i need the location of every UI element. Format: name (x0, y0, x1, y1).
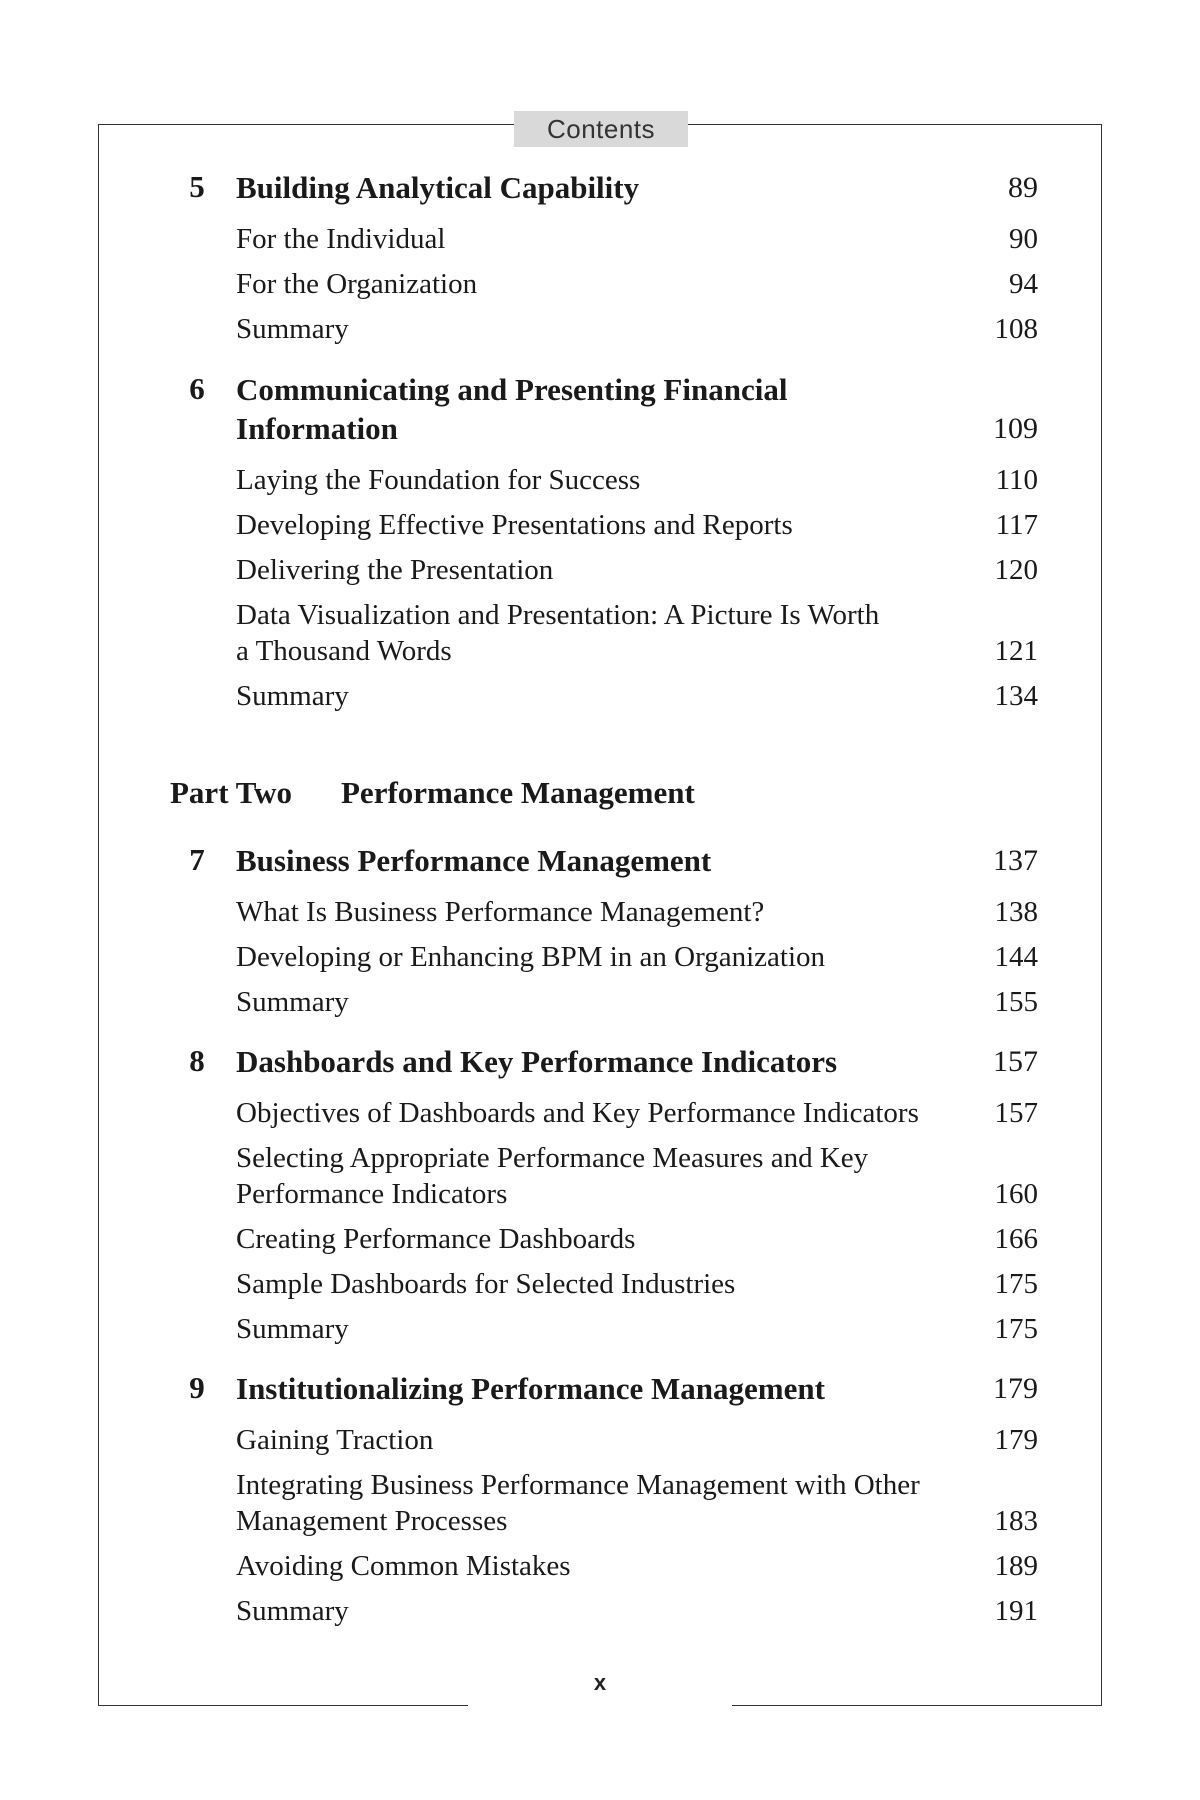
toc-entry[interactable] (236, 894, 1036, 930)
chapter-number: 6 (189, 371, 205, 406)
chapter-title-text: Building Analytical Capability (236, 170, 640, 205)
entry-title: Developing Effective Presentations and Reports (236, 509, 793, 541)
entry-title: For the Organization (236, 268, 478, 300)
entry-page-number: 183 (994, 1505, 1038, 1537)
chapter-title-line: Information (236, 411, 398, 446)
toc-entry[interactable] (236, 597, 1036, 669)
toc-entry[interactable] (236, 552, 1036, 588)
entry-title: Delivering the Presentation (236, 554, 554, 586)
toc-entry[interactable] (236, 1467, 1036, 1539)
entry-page-number: 144 (994, 941, 1038, 973)
entry-title-line: a Thousand Words (236, 635, 452, 667)
toc-entry[interactable] (236, 939, 1036, 975)
toc-entry[interactable] (236, 678, 1036, 714)
toc-entry[interactable] (236, 1266, 1036, 1302)
entry-title: Laying the Foundation for Success (236, 464, 641, 496)
entry-title: Gaining Traction (236, 1424, 434, 1456)
entry-page-number: 94 (1009, 268, 1038, 300)
entry-title-line: Management Processes (236, 1505, 508, 1537)
entry-title: Developing or Enhancing BPM in an Organization (236, 941, 826, 973)
entry-title: Summary (236, 1595, 349, 1627)
entry-page-number: 166 (994, 1223, 1038, 1255)
entry-page-number: 175 (994, 1313, 1038, 1345)
chapter-number: 7 (189, 842, 205, 877)
entry-title: Summary (236, 986, 349, 1018)
part-title[interactable]: Performance Management (341, 775, 695, 810)
entry-title-line: Performance Indicators (236, 1178, 508, 1210)
toc-entry[interactable] (236, 1593, 1036, 1629)
part-label: Part Two (170, 775, 292, 810)
chapter-title-line: Communicating and Presenting Financial (236, 372, 788, 407)
entry-page-number: 134 (994, 680, 1038, 712)
folio-page-number: x (593, 1670, 607, 1695)
toc-entry[interactable] (236, 266, 1036, 302)
entry-page-number: 157 (994, 1097, 1038, 1129)
chapter-number: 5 (189, 169, 205, 204)
entry-title: For the Individual (236, 223, 446, 255)
chapter-page-number: 89 (1008, 171, 1038, 204)
toc-entry[interactable] (236, 1311, 1036, 1347)
chapter-title-text: Institutionalizing Performance Management (236, 1371, 825, 1406)
entry-page-number: 108 (994, 313, 1038, 345)
entry-page-number: 120 (994, 554, 1038, 586)
chapter-number: 8 (189, 1043, 205, 1078)
entry-title: Summary (236, 680, 349, 712)
entry-page-number: 179 (994, 1424, 1038, 1456)
toc-entry[interactable] (236, 311, 1036, 347)
entry-title-line: Data Visualization and Presentation: A Picture Is Worth (236, 599, 880, 631)
toc-entry[interactable] (236, 1095, 1036, 1131)
entry-page-number: 117 (995, 509, 1038, 541)
entry-page-number: 175 (994, 1268, 1038, 1300)
toc-entry[interactable] (236, 462, 1036, 498)
chapter-number: 9 (189, 1370, 205, 1405)
entry-page-number: 90 (1009, 223, 1038, 255)
chapter-title-text: Dashboards and Key Performance Indicators (236, 1044, 838, 1079)
toc-entry[interactable] (236, 221, 1036, 257)
entry-title: What Is Business Performance Management? (236, 896, 765, 928)
entry-title: Objectives of Dashboards and Key Performance Indicators (236, 1097, 919, 1129)
chapter-page-number: 137 (993, 844, 1038, 877)
chapter-page-number: 109 (993, 412, 1038, 445)
toc-entry[interactable] (236, 984, 1036, 1020)
entry-title-line: Integrating Business Performance Management with Other (236, 1469, 920, 1501)
entry-page-number: 155 (994, 986, 1038, 1018)
toc-entry[interactable] (236, 1140, 1036, 1212)
entry-title: Avoiding Common Mistakes (236, 1550, 571, 1582)
running-header: Contents (514, 111, 688, 147)
entry-page-number: 160 (994, 1178, 1038, 1210)
toc-entry[interactable] (236, 507, 1036, 543)
chapter-page-number: 157 (993, 1045, 1038, 1078)
toc-entry[interactable] (236, 1548, 1036, 1584)
entry-page-number: 189 (994, 1550, 1038, 1582)
entry-title: Sample Dashboards for Selected Industries (236, 1268, 736, 1300)
toc-entry[interactable] (236, 1221, 1036, 1257)
entry-title: Summary (236, 1313, 349, 1345)
entry-page-number: 121 (994, 635, 1038, 667)
entry-page-number: 138 (994, 896, 1038, 928)
chapter-title-link[interactable] (236, 1042, 1036, 1081)
entry-page-number: 191 (994, 1595, 1038, 1627)
chapter-title-text: Business Performance Management (236, 843, 712, 878)
toc-entry[interactable] (236, 1422, 1036, 1458)
entry-title: Creating Performance Dashboards (236, 1223, 636, 1255)
chapter-title-link[interactable] (236, 841, 1036, 880)
chapter-title-link[interactable] (236, 1369, 1036, 1408)
entry-title-line: Selecting Appropriate Performance Measures and Key (236, 1142, 869, 1174)
entry-page-number: 110 (995, 464, 1038, 496)
entry-title: Summary (236, 313, 349, 345)
chapter-title-link[interactable] (236, 168, 1036, 207)
chapter-title-link[interactable] (236, 370, 1036, 448)
chapter-page-number: 179 (993, 1372, 1038, 1405)
